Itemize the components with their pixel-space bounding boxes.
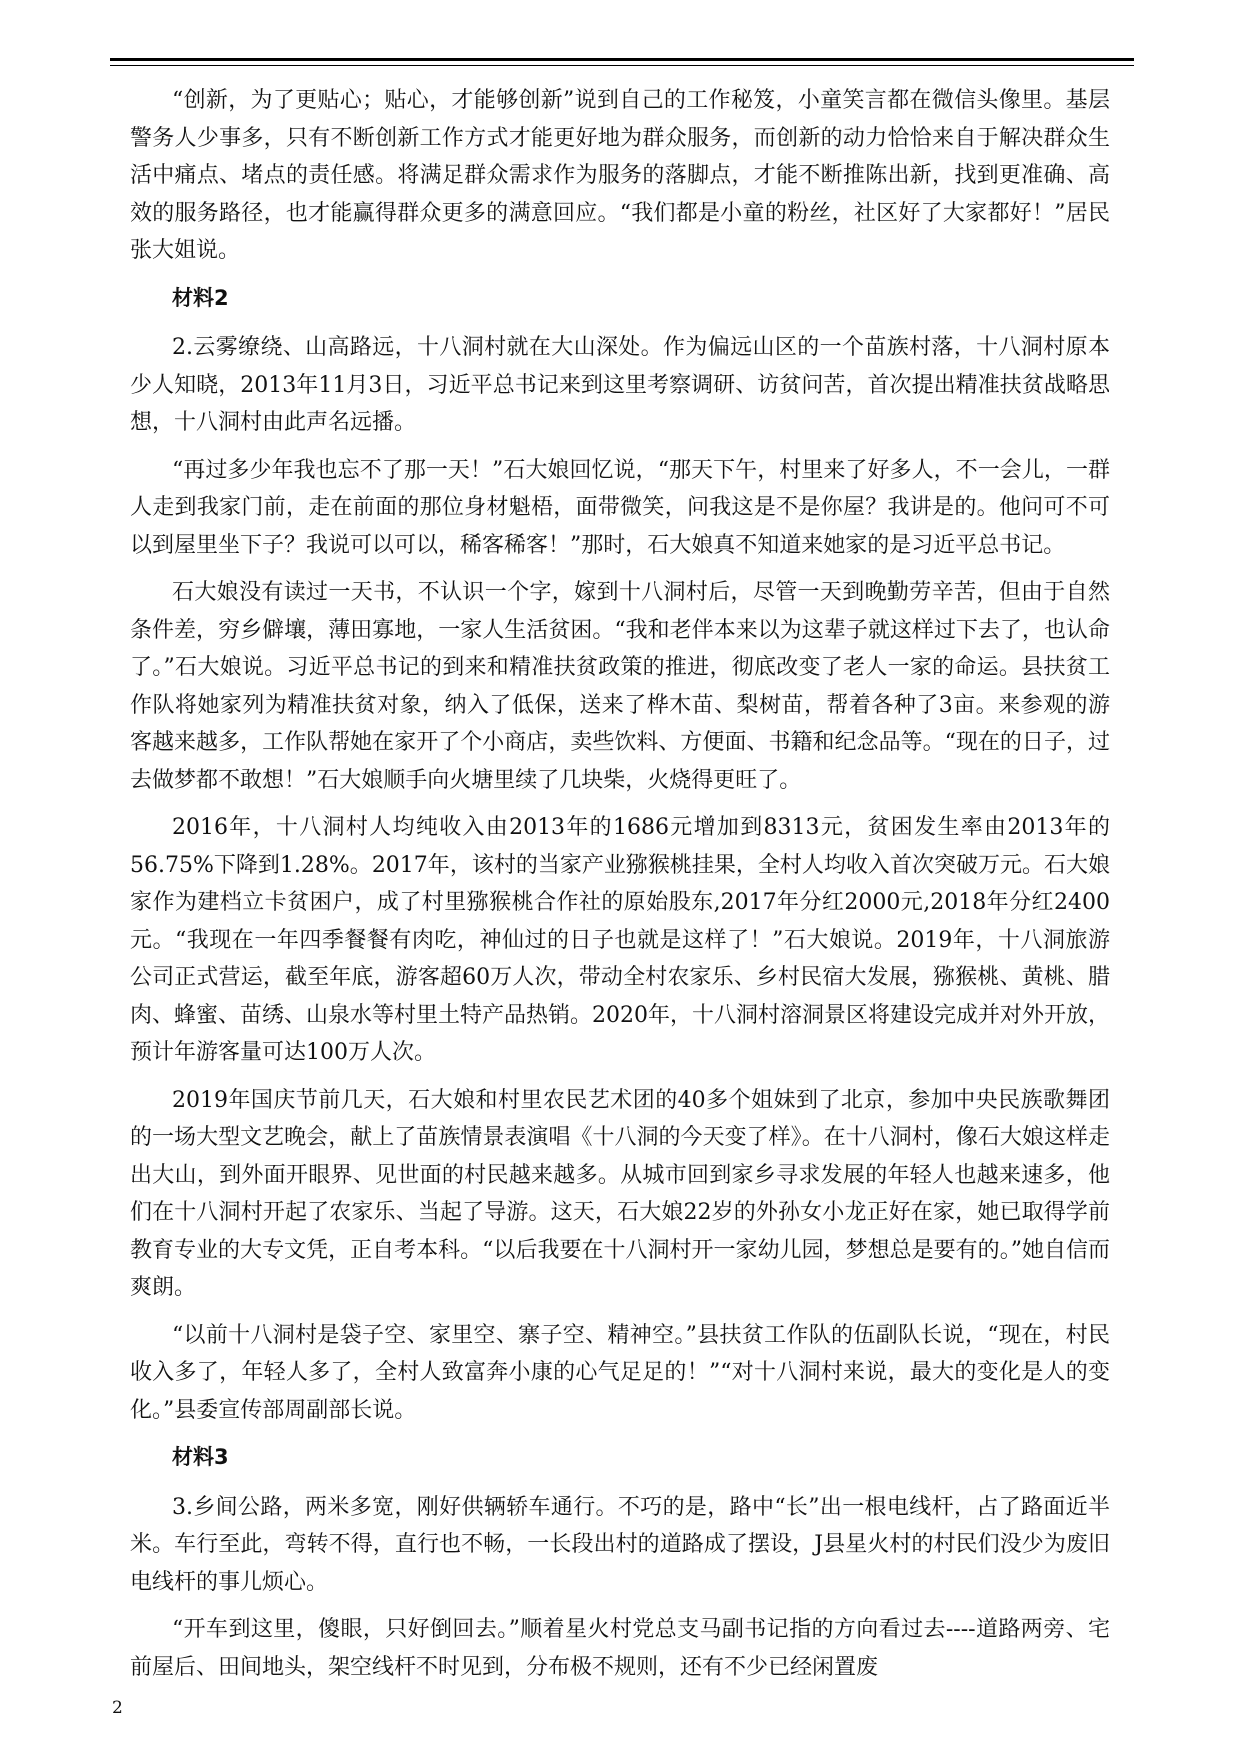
header-rule-thin [110, 65, 1134, 66]
paragraph: “创新，为了更贴心；贴心，才能够创新”说到自己的工作秘笈，小童笑言都在微信头像里。基层警务人少事多，只有不断创新工作方式才能更好地为群众服务，而创新的动力恰恰来自于解决群众生活中痛点、堵点的责任感。将满足群众需求作为服务的落脚点，才能不断推陈出新，找到更准确、高效的服务路径，也才能赢得群众更多的满意回应。“我们都是小童的粉丝，社区好了大家都好！”居民张大姐说。 [130, 88, 1110, 263]
document-body [130, 82, 1110, 1696]
paragraph: 2016年，十八洞村人均纯收入由2013年的1686元增加到8313元，贫困发生率由2013年的56.75%下降到1.28%。2017年，该村的当家产业猕猴桃挂果，全村人均收入首次突破万元。石大娘家作为建档立卡贫困户，成了村里猕猴桃合作社的原始股东,2017年分红2000元,2018年分红2400元。“我现在一年四季餐餐有肉吃，神仙过的日子也就是这样了！”石大娘说。2019年，十八洞旅游公司正式营运，截至年底，游客超60万人次，带动全村农家乐、乡村民宿大发展，猕猴桃、黄桃、腊肉、蜂蜜、苗绣、山泉水等村里土特产品热销。2020年，十八洞村溶洞景区将建设完成并对外开放，预计年游客量可达100万人次。 [130, 815, 1110, 1065]
section-heading-material-2: 材料2 [172, 285, 229, 310]
paragraph: 石大娘没有读过一天书，不认识一个字，嫁到十八洞村后，尽管一天到晚勤劳辛苦，但由于自然条件差，穷乡僻壤，薄田寡地，一家人生活贫困。“我和老伴本来以为这辈子就这样过下去了，也认命了。”石大娘说。习近平总书记的到来和精准扶贫政策的推进，彻底改变了老人一家的命运。县扶贫工作队将她家列为精准扶贫对象，纳入了低保，送来了桦木苗、梨树苗，帮着各种了3亩。来参观的游客越来越多，工作队帮她在家开了个小商店，卖些饮料、方便面、书籍和纪念品等。“现在的日子，过去做梦都不敢想！”石大娘顺手向火塘里续了几块柴，火烧得更旺了。 [130, 580, 1110, 793]
paragraph: 2019年国庆节前几天，石大娘和村里农民艺术团的40多个姐妹到了北京，参加中央民族歌舞团的一场大型文艺晚会，献上了苗族情景表演唱《十八洞的今天变了样》。在十八洞村，像石大娘这样走出大山，到外面开眼界、见世面的村民越来越多。从城市回到家乡寻求发展的年轻人也越来速多，他们在十八洞村开起了农家乐、当起了导游。这天，石大娘22岁的外孙女小龙正好在家，她已取得学前教育专业的大专文凭，正自考本科。“以后我要在十八洞村开一家幼儿园，梦想总是要有的。”她自信而爽朗。 [130, 1087, 1110, 1300]
section-heading-material-3: 材料3 [172, 1445, 229, 1469]
paragraph: 3.乡间公路，两米多宽，刚好供辆轿车通行。不巧的是，路中“长”出一根电线杆，占了路面近半米。车行至此，弯转不得，直行也不畅，一长段出村的道路成了摆设，J县星火村的村民们没少为废旧电线杆的事儿烦心。 [130, 1494, 1110, 1595]
paragraph: 2.云雾缭绕、山高路远，十八洞村就在大山深处。作为偏远山区的一个苗族村落，十八洞村原本少人知晓，2013年11月3日，习近平总书记来到这里考察调研、访贫问苦，首次提出精准扶贫战略思想，十八洞村由此声名远播。 [130, 335, 1110, 435]
page-number: 2 [112, 1698, 123, 1718]
header-rule-thick [110, 58, 1134, 61]
paragraph: “以前十八洞村是袋子空、家里空、寨子空、精神空。”县扶贫工作队的伍副队长说，“现在，村民收入多了，年轻人多了，全村人致富奔小康的心气足足的！”“对十八洞村来说，最大的变化是人的变化。”县委宣传部周副部长说。 [130, 1322, 1110, 1423]
paragraph: “开车到这里，傻眼，只好倒回去。”顺着星火村党总支马副书记指的方向看过去----道路两旁、宅前屋后、田间地头，架空线杆不时见到，分布极不规则，还有不少已经闲置废 [130, 1617, 1110, 1680]
paragraph: “再过多少年我也忘不了那一天！”石大娘回忆说，“那天下午，村里来了好多人，不一会儿，一群人走到我家门前，走在前面的那位身材魁梧，面带微笑，问我这是不是你屋？我讲是的。他问可不可以到屋里坐下子？我说可以可以，稀客稀客！”那时，石大娘真不知道来她家的是习近平总书记。 [130, 457, 1110, 558]
